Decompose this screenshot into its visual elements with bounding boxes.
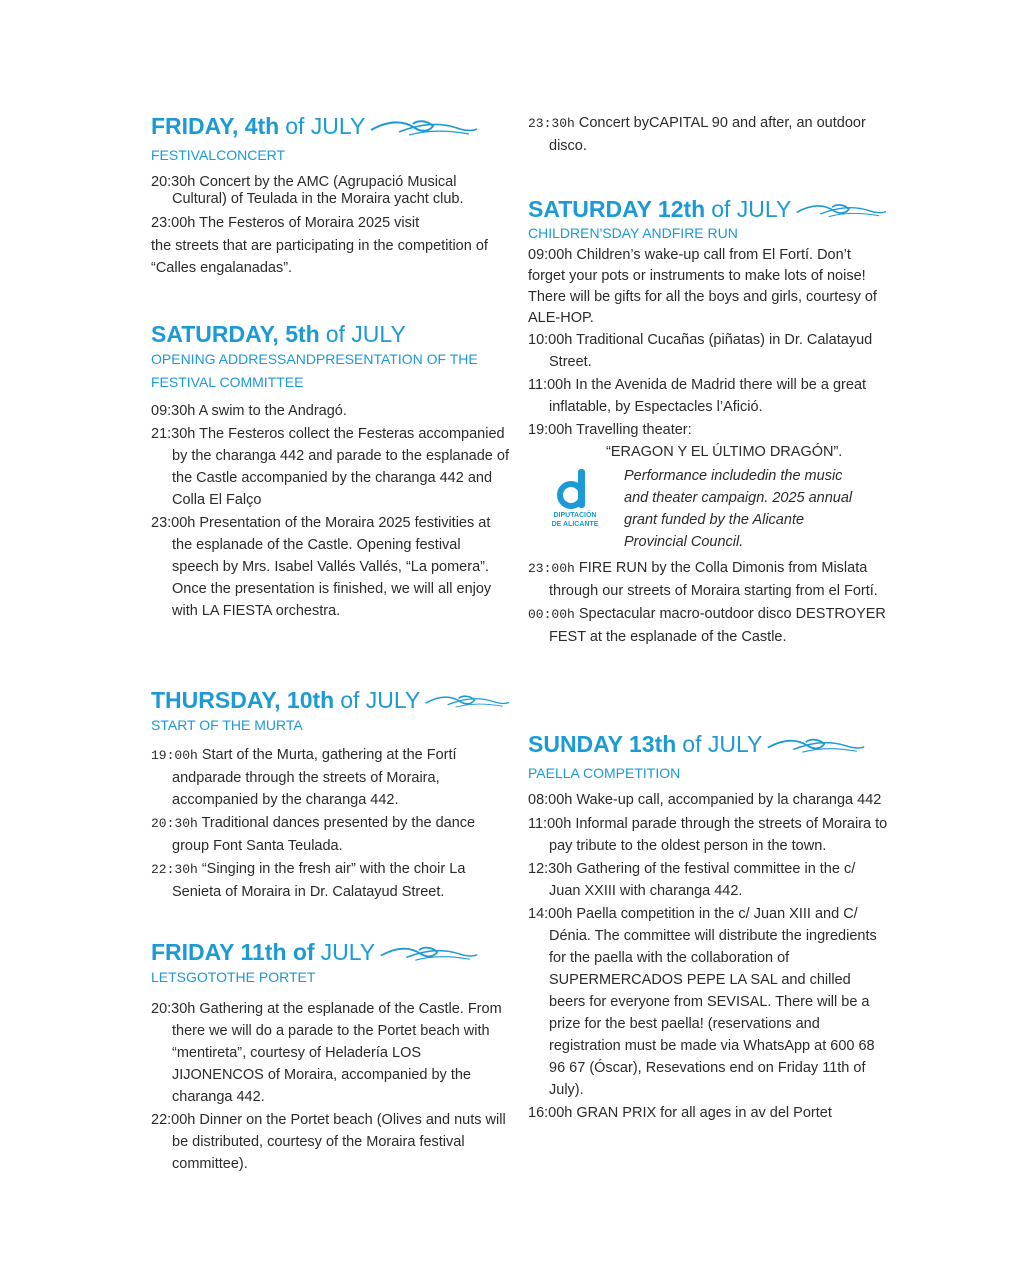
entry-text: Children’s wake-up call from El Fortí. Don’t forget your pots or instruments to make lots of noise! There will be gifts for all the boys and girls, courtesy of ALE-HOP. bbox=[528, 247, 877, 326]
section-saturday-12 bbox=[528, 195, 888, 649]
entry-text: Presentation of the Moraira 2025 festivities at the esplanade of the Castle. Opening festival speech by Mrs. Isabel Vallés Vallés, “La pomera”. Once the presentation is finished, we will all enjoy with LA FIESTA orchestra. bbox=[172, 515, 492, 619]
day-heading-bold: THURSDAY, 10th bbox=[151, 687, 335, 713]
day-heading-month: of JULY bbox=[682, 731, 763, 757]
entry-text: The Festeros collect the Festeras accompanied by the charanga 442 and parade to the esplanade of the Castle accompanied by the charanga 442 and Colla El Falço bbox=[172, 426, 509, 508]
diputacion-logo-icon bbox=[555, 467, 595, 511]
entry-text: Travelling theater: bbox=[576, 422, 692, 438]
entry-time: 23:00h bbox=[151, 215, 196, 231]
sponsor-block bbox=[550, 465, 888, 553]
logo-text-2: DE ALICANTE bbox=[551, 521, 599, 528]
section-thursday-10 bbox=[151, 686, 511, 904]
entry-text: In the Avenida de Madrid there will be a great inflatable, by Espectacles l’Afició. bbox=[549, 377, 867, 415]
list-item bbox=[528, 112, 888, 157]
day-heading bbox=[528, 730, 888, 758]
day-heading bbox=[528, 195, 888, 223]
entry-time: 09:30h bbox=[151, 403, 196, 419]
entry-text: Gathering of the festival committee in the c/ Juan XXIII with charanga 442. bbox=[549, 861, 856, 899]
entry-text: Traditional dances presented by the dance group Font Santa Teulada. bbox=[172, 815, 476, 854]
list-item bbox=[528, 792, 888, 809]
entry-continuation: the streets that are participating in the competition of “Calles engalanadas”. bbox=[151, 238, 488, 276]
entry-time: 20:30h bbox=[151, 1001, 196, 1017]
day-heading-bold: FRIDAY 11th of bbox=[151, 939, 315, 965]
entry-time: 10:00h bbox=[528, 332, 573, 348]
section-friday-4 bbox=[151, 112, 511, 279]
day-heading bbox=[151, 686, 511, 714]
list-item bbox=[528, 419, 888, 441]
entry-list bbox=[528, 329, 888, 648]
day-subtitle: OPENING ADDRESSANDPRESENTATION OF THE FESTIVAL COMMITTEE bbox=[151, 351, 478, 390]
list-item bbox=[528, 858, 888, 902]
entry-text: Spectacular macro-outdoor disco DESTROYER FEST at the esplanade of the Castle. bbox=[549, 606, 886, 645]
day-heading-month: JULY bbox=[320, 939, 376, 965]
entry-time: 22:00h bbox=[151, 1112, 196, 1128]
entry-time: 22:30h bbox=[151, 862, 198, 877]
list-item bbox=[151, 812, 511, 857]
list-item bbox=[151, 858, 511, 903]
entry-time: 08:00h bbox=[528, 792, 573, 808]
entry-list bbox=[151, 174, 511, 279]
entry-time: 12:30h bbox=[528, 861, 573, 877]
day-heading-bold: FRIDAY, 4th bbox=[151, 113, 280, 139]
day-heading-bold: SATURDAY 12th bbox=[528, 196, 706, 222]
day-heading bbox=[151, 320, 511, 348]
list-item bbox=[151, 174, 511, 208]
list-item bbox=[151, 400, 511, 422]
entry-text: Wake-up call, accompanied by la charanga 442 bbox=[576, 792, 882, 808]
entry-list bbox=[151, 744, 511, 903]
entry-text: Concert byCAPITAL 90 and after, an outdoor disco. bbox=[549, 115, 866, 154]
list-item bbox=[151, 423, 511, 511]
performance-note: Performance includedin the music and theater campaign. 2025 annual grant funded by the Alicante Provincial Council. bbox=[624, 468, 853, 550]
day-heading-month: of JULY bbox=[285, 113, 366, 139]
entry-time: 11:00h bbox=[528, 377, 572, 393]
wave-icon bbox=[379, 940, 479, 964]
list-item bbox=[528, 329, 888, 373]
diputacion-logo bbox=[550, 467, 600, 529]
list-item bbox=[151, 744, 511, 811]
day-subtitle: LETSGOTOTHE PORTET bbox=[151, 969, 316, 985]
wave-icon bbox=[369, 114, 479, 138]
day-heading-bold: SATURDAY, 5th bbox=[151, 321, 320, 347]
entry-time: 11:00h bbox=[528, 816, 572, 832]
entry-time: 20:30h bbox=[151, 174, 196, 190]
entry-time: 23:00h bbox=[151, 515, 196, 531]
entry-text: Informal parade through the streets of Moraira to pay tribute to the oldest person in the town. bbox=[549, 816, 888, 854]
list-item bbox=[151, 512, 511, 622]
entry-list bbox=[528, 792, 888, 1124]
wave-icon bbox=[424, 688, 511, 712]
day-heading-bold: SUNDAY 13th bbox=[528, 731, 677, 757]
list-item bbox=[528, 557, 888, 602]
entry-time: 00:00h bbox=[528, 607, 575, 622]
wave-icon bbox=[795, 197, 888, 221]
entry-time: 19:00h bbox=[151, 748, 198, 763]
entry-time: 20:30h bbox=[151, 816, 198, 831]
day-heading-month: of JULY bbox=[711, 196, 792, 222]
day-subtitle: PAELLA COMPETITION bbox=[528, 765, 681, 781]
entry-text: Gathering at the esplanade of the Castle. From there we will do a parade to the Portet beach with “mentireta”, courtesy of Heladería LOS JIJONENCOS of Moraira, accompanied by the charanga 442. bbox=[172, 1001, 502, 1105]
day-heading-month: of JULY bbox=[340, 687, 421, 713]
list-item bbox=[151, 1109, 511, 1175]
entry-text: Paella competition in the c/ Juan XIII and C/ Dénia. The committee will distribute the ingredients for the paella with the collaboration of SUPERMERCADOS PEPE LA SAL and chilled beers for everyone from SEVISAL. There will be a prize for the best paella! (reservations and registration must be made via WhatsApp at 600 68 96 67 (Óscar), Resevations end on Friday 11th of July). bbox=[549, 906, 877, 1098]
entry-text: GRAN PRIX for all ages in av del Portet bbox=[576, 1105, 832, 1121]
entry-text: A swim to the Andragó. bbox=[198, 403, 347, 419]
intro-paragraph bbox=[528, 245, 888, 329]
entry-text: Concert by the AMC (Agrupació Musical Cultural) of Teulada in the Moraira yacht club. bbox=[172, 174, 464, 207]
entry-text: “Singing in the fresh air” with the choir La Senieta of Moraira in Dr. Calatayud Street. bbox=[172, 861, 466, 900]
entry-list bbox=[151, 400, 511, 622]
show-title: “ERAGON Y EL ÚLTIMO DRAGÓN”. bbox=[606, 444, 843, 460]
list-item bbox=[151, 998, 511, 1108]
entry-text: FIRE RUN by the Colla Dimonis from Mislata through our streets of Moraira starting from el Fortí. bbox=[549, 560, 878, 599]
day-heading-month: of JULY bbox=[325, 321, 406, 347]
day-subtitle: START OF THE MURTA bbox=[151, 717, 303, 733]
list-item bbox=[528, 603, 888, 648]
section-saturday-5 bbox=[151, 320, 511, 623]
section-sunday-13 bbox=[528, 730, 888, 1125]
entry-text: The Festeros of Moraira 2025 visit bbox=[199, 215, 420, 231]
entry-time: 21:30h bbox=[151, 426, 196, 442]
entry-text: Traditional Cucañas (piñatas) in Dr. Calatayud Street. bbox=[549, 332, 873, 370]
day-heading bbox=[151, 938, 511, 966]
list-item bbox=[528, 813, 888, 857]
section-friday-11-continued bbox=[528, 112, 888, 158]
wave-icon bbox=[766, 732, 866, 756]
entry-time: 16:00h bbox=[528, 1105, 573, 1121]
day-subtitle: FESTIVALCONCERT bbox=[151, 147, 286, 163]
entry-time: 23:30h bbox=[528, 116, 575, 131]
section-friday-11 bbox=[151, 938, 511, 1176]
list-item bbox=[528, 903, 888, 1101]
entry-time: 23:00h bbox=[528, 561, 575, 576]
day-heading bbox=[151, 112, 511, 140]
logo-text-1: DIPUTACIÓN bbox=[553, 512, 597, 519]
entry-time: 14:00h bbox=[528, 906, 573, 922]
entry-list bbox=[151, 998, 511, 1175]
list-item bbox=[151, 212, 511, 234]
list-item bbox=[528, 1102, 888, 1124]
day-subtitle: CHILDREN'SDAY ANDFIRE RUN bbox=[528, 225, 738, 241]
entry-text: Dinner on the Portet beach (Olives and nuts will be distributed, courtesy of the Moraira festival committee). bbox=[172, 1112, 506, 1172]
entry-time: 19:00h bbox=[528, 422, 573, 438]
entry-time: 09:00h bbox=[528, 247, 573, 263]
entry-text: Start of the Murta, gathering at the Fortí andparade through the streets of Moraira, accompanied by the charanga 442. bbox=[172, 747, 457, 808]
list-item bbox=[528, 374, 888, 418]
